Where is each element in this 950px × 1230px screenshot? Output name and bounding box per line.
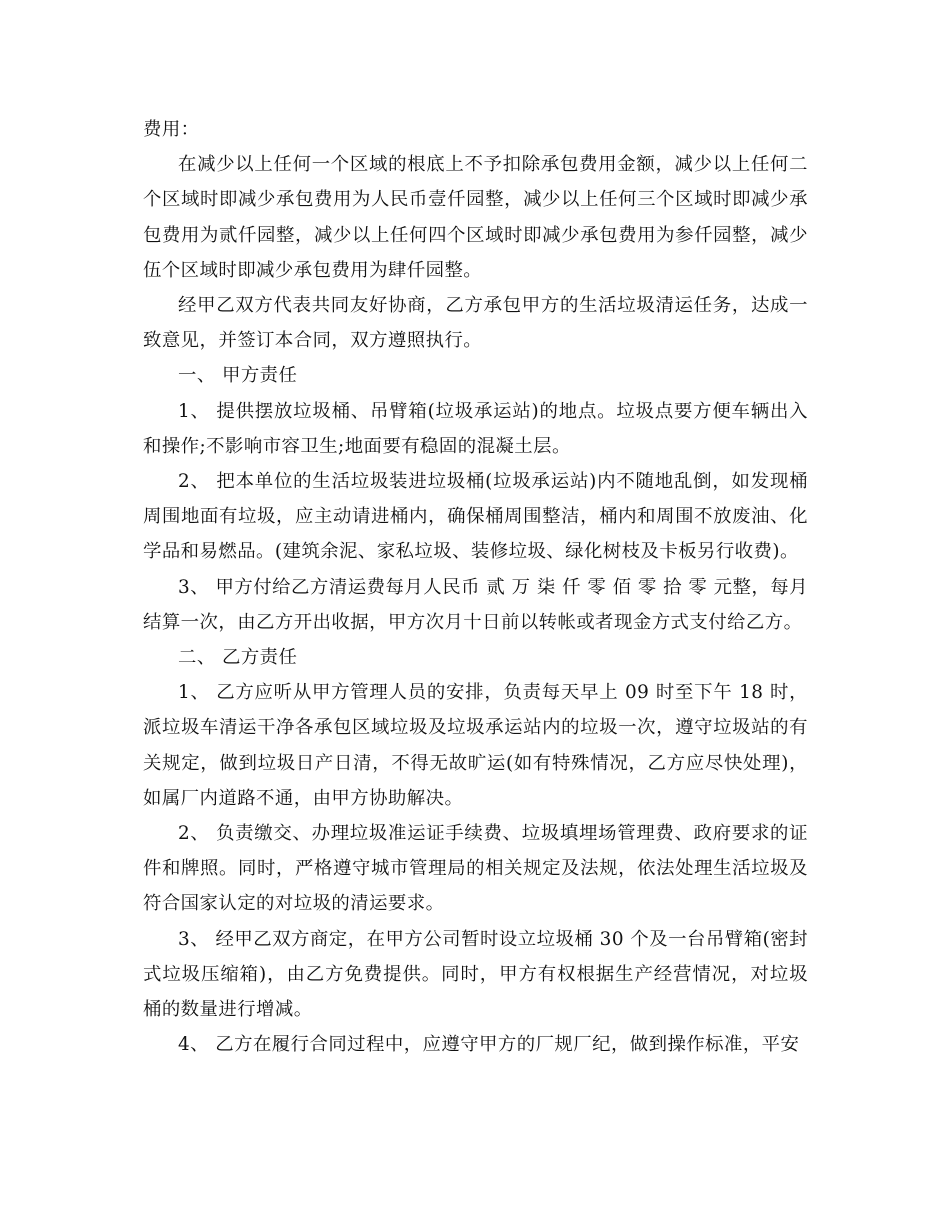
clause-a-1: 1、 提供摆放垃圾桶、吊臂箱(垃圾承运站)的地点。垃圾点要方便车辆出入和操作;不影响市容卫生;地面要有稳固的混凝土层。 [143,400,808,457]
clause-b-2: 2、 负责缴交、办理垃圾准运证手续费、垃圾填埋场管理费、政府要求的证件和牌照。同时，严格遵守城市管理局的相关规定及法规，依法处理生活垃圾及符合国家认定的对垃圾的清运要求。 [143,823,808,915]
clause-b-3: 3、 经甲乙双方商定，在甲方公司暂时设立垃圾桶 30 个及一台吊臂箱(密封式垃圾压缩箱)，由乙方免费提供。同时，甲方有权根据生产经营情况，对垃圾桶的数量进行增减。 [143,928,808,1021]
section-heading-party-b: 二、 乙方责任 [178,647,298,669]
document-body [143,112,808,1062]
clause-a-3: 3、 甲方付给乙方清运费每月人民币 贰 万 柒 仟 零 佰 零 拾 零 元整，每月结算一次，由乙方开出收据，甲方次月十日前以转帐或者现金方式支付给乙方。 [143,576,808,633]
clause-a-2: 2、 把本单位的生活垃圾装进垃圾桶(垃圾承运站)内不随地乱倒，如发现桶周围地面有垃圾，应主动请进桶内，确保桶周围整洁，桶内和周围不放废油、化学品和易燃品。(建筑余泥、家私垃圾、装修垃圾、绿化树枝及卡板另行收费)。 [143,471,808,563]
paragraph-agreement-intro: 经甲乙双方代表共同友好协商，乙方承包甲方的生活垃圾清运任务，达成一致意见，并签订本合同，双方遵照执行。 [143,295,808,352]
clause-b-4: 4、 乙方在履行合同过程中，应遵守甲方的厂规厂纪，做到操作标准，平安 [178,1034,800,1056]
paragraph-fee-heading: 费用： [143,119,200,140]
paragraph-reduction-terms: 在减少以上任何一个区域的根底上不予扣除承包费用金额，减少以上任何二个区域时即减少承包费用为人民币壹仟园整，减少以上任何三个区域时即减少承包费用为贰仟园整，减少以上任何四个区域时即减少承包费用为参仟园整，减少伍个区域时即减少承包费用为肆仟园整。 [143,154,808,281]
clause-b-1: 1、 乙方应听从甲方管理人员的安排，负责每天早上 09 时至下午 18 时，派垃圾车清运干净各承包区域垃圾及垃圾承运站内的垃圾一次，遵守垃圾站的有关规定，做到垃圾日产日清，不得无故旷运(如有特殊情况，乙方应尽快处理)，如属厂内道路不通，由甲方协助解决。 [143,682,808,809]
section-heading-party-a: 一、 甲方责任 [178,365,298,387]
